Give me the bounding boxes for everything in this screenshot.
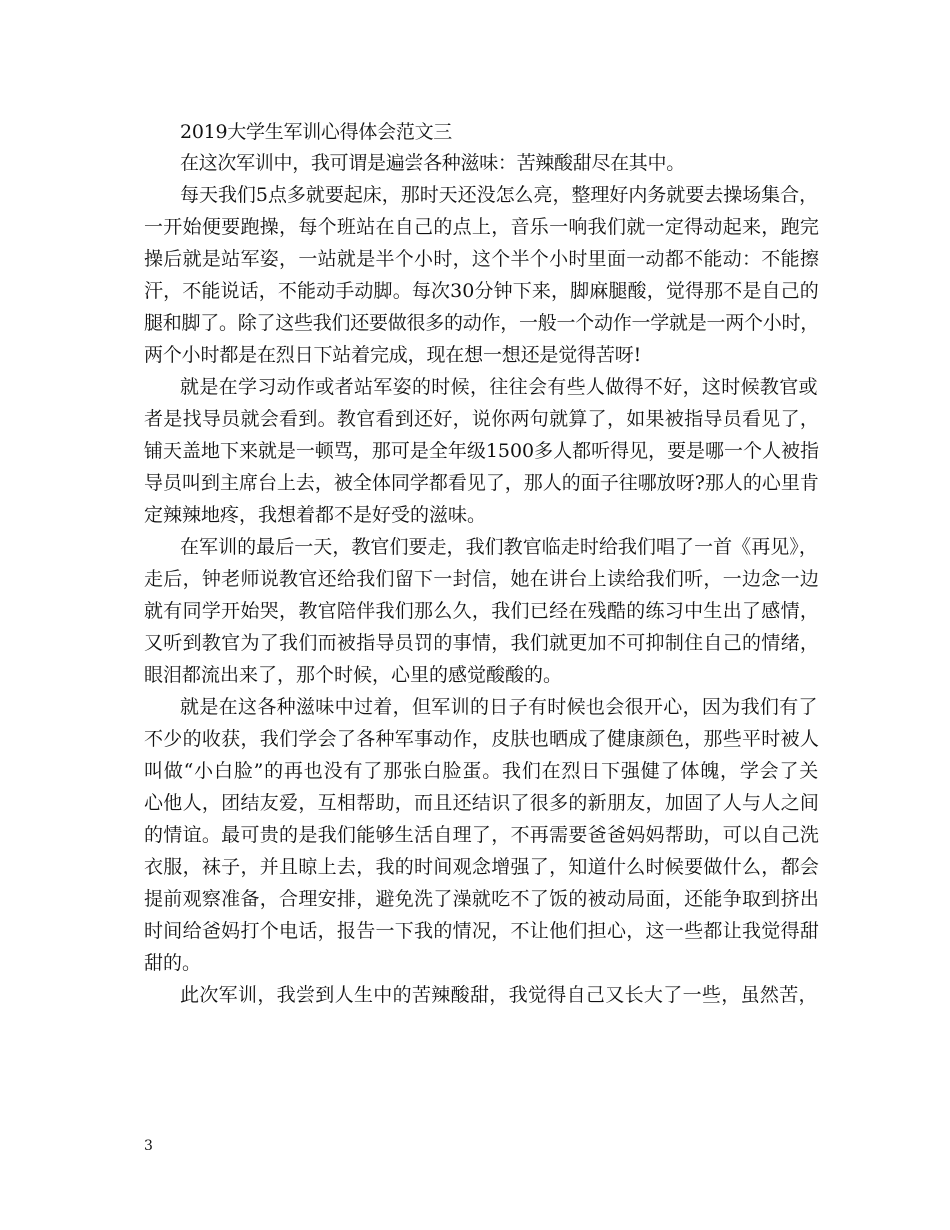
text-line: 提前观察准备，合理安排，避免洗了澡就吃不了饭的被动局面，还能争取到挤出 bbox=[144, 888, 820, 910]
text-line: 叫做“小白脸”的再也没有了那张白脸蛋。我们在烈日下强健了体魄，学会了关 bbox=[144, 760, 820, 782]
text-line: 导员叫到主席台上去，被全体同学都看见了，那人的面子往哪放呀?那人的心里肯 bbox=[144, 472, 819, 494]
text-line: 此次军训，我尝到人生中的苦辣酸甜，我觉得自己又长大了一些，虽然苦， bbox=[180, 984, 818, 1006]
text-line: 就是在学习动作或者站军姿的时候，往往会有些人做得不好，这时候教官或 bbox=[180, 376, 818, 398]
text-line: 的情谊。最可贵的是我们能够生活自理了，不再需要爸爸妈妈帮助，可以自己洗 bbox=[144, 824, 820, 846]
text-line: 就是在这各种滋味中过着，但军训的日子有时候也会很开心，因为我们有了 bbox=[180, 696, 818, 718]
text-line: 汗，不能说话，不能动手动脚。每次30分钟下来，脚麻腿酸，觉得那不是自己的 bbox=[144, 280, 819, 302]
text-line: 每天我们5点多就要起床，那时天还没怎么亮，整理好内务就要去操场集合， bbox=[180, 184, 819, 206]
text-line: 就有同学开始哭，教官陪伴我们那么久，我们已经在残酷的练习中生出了感情， bbox=[144, 600, 820, 622]
text-line: 时间给爸妈打个电话，报告一下我的情况，不让他们担心，这一些都让我觉得甜 bbox=[144, 920, 820, 942]
text-line: 铺天盖地下来就是一顿骂，那可是全年级1500多人都听得见，要是哪一个人被指 bbox=[144, 440, 819, 462]
text-line: 不少的收获，我们学会了各种军事动作，皮肤也晒成了健康颜色，那些平时被人 bbox=[144, 728, 820, 750]
text-line: 者是找导员就会看到。教官看到还好，说你两句就算了，如果被指导员看见了， bbox=[144, 408, 820, 430]
text-line: 甜的。 bbox=[144, 952, 202, 974]
text-line: 走后，钟老师说教官还给我们留下一封信，她在讲台上读给我们听，一边念一边 bbox=[144, 568, 820, 590]
document-title: 2019大学生军训心得体会范文三 bbox=[180, 121, 453, 143]
text-line: 眼泪都流出来了，那个时候，心里的感觉酸酸的。 bbox=[144, 664, 563, 686]
text-line: 一开始便要跑操，每个班站在自己的点上，音乐一响我们就一定得动起来，跑完 bbox=[144, 216, 820, 238]
text-line: 在这次军训中，我可谓是遍尝各种滋味：苦辣酸甜尽在其中。 bbox=[180, 152, 685, 174]
text-line: 两个小时都是在烈日下站着完成，现在想一想还是觉得苦呀! bbox=[144, 344, 642, 366]
page-number: 3 bbox=[144, 1138, 153, 1154]
text-line: 心他人，团结友爱，互相帮助，而且还结识了很多的新朋友，加固了人与人之间 bbox=[144, 792, 820, 814]
text-line: 定辣辣地疼，我想着都不是好受的滋味。 bbox=[144, 504, 487, 526]
text-line: 腿和脚了。除了这些我们还要做很多的动作，一般一个动作一学就是一两个小时， bbox=[144, 312, 820, 334]
text-line: 衣服，袜子，并且晾上去，我的时间观念增强了，知道什么时候要做什么，都会 bbox=[144, 856, 820, 878]
text-line: 在军训的最后一天，教官们要走，我们教官临走时给我们唱了一首《再见》， bbox=[180, 536, 818, 558]
text-line: 又听到教官为了我们而被指导员罚的事情，我们就更加不可抑制住自己的情绪， bbox=[144, 632, 820, 654]
text-line: 操后就是站军姿，一站就是半个小时，这个半个小时里面一动都不能动：不能擦 bbox=[144, 248, 820, 270]
